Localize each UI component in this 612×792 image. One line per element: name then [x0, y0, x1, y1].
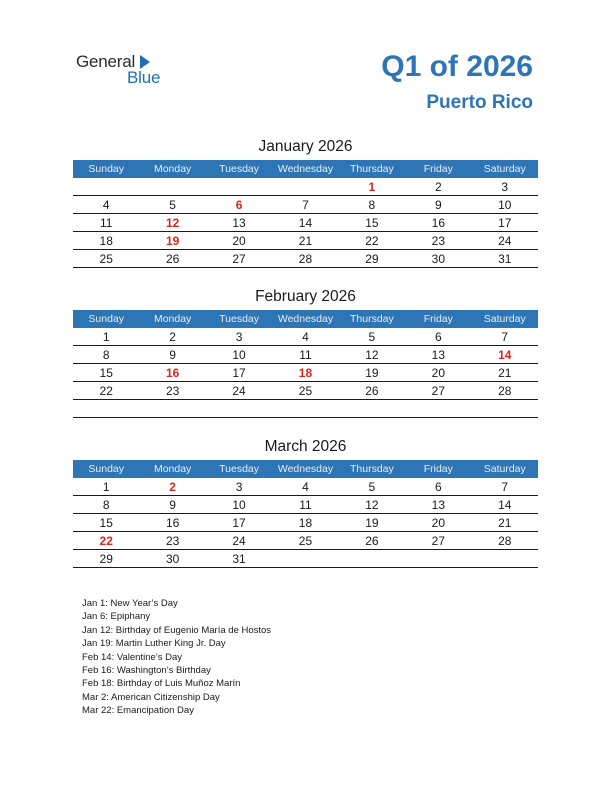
day-cell: 26 [339, 382, 405, 400]
holiday-note: Jan 19: Martin Luther King Jr. Day [82, 638, 226, 650]
day-cell: 15 [73, 514, 139, 532]
day-cell: 14 [472, 496, 538, 514]
weekday-header: Tuesday [206, 460, 272, 478]
day-cell [339, 550, 405, 568]
day-cell: 19 [139, 232, 205, 250]
weekday-header: Thursday [339, 310, 405, 328]
holiday-note: Jan 12: Birthday of Eugenio María de Hostos [82, 624, 272, 636]
holiday-note: Jan 1: New Year’s Day [82, 598, 178, 609]
week-row [73, 364, 538, 382]
weekday-header: Friday [405, 160, 471, 178]
week-row [73, 532, 538, 550]
day-cell: 6 [206, 196, 272, 214]
day-cell: 7 [272, 196, 338, 214]
day-cell [206, 178, 272, 196]
day-cell: 17 [206, 514, 272, 532]
day-cell: 30 [405, 250, 471, 268]
day-cell: 23 [139, 382, 205, 400]
day-cell [472, 400, 538, 418]
day-cell: 31 [472, 250, 538, 268]
weekday-header: Wednesday [272, 310, 338, 328]
day-cell: 12 [339, 496, 405, 514]
weekday-header: Monday [139, 460, 205, 478]
day-cell: 20 [405, 514, 471, 532]
week-row [73, 196, 538, 214]
day-cell: 22 [73, 382, 139, 400]
day-cell: 9 [405, 196, 471, 214]
day-cell: 8 [73, 496, 139, 514]
day-cell: 18 [272, 364, 338, 382]
day-cell: 28 [472, 532, 538, 550]
day-cell: 20 [405, 364, 471, 382]
day-cell: 2 [139, 328, 205, 346]
logo-triangle-icon [140, 55, 150, 69]
day-cell: 12 [139, 214, 205, 232]
generalblue-logo [76, 52, 176, 92]
weekday-header: Friday [405, 460, 471, 478]
day-cell: 7 [472, 478, 538, 496]
day-cell: 17 [472, 214, 538, 232]
day-cell: 1 [73, 478, 139, 496]
quarter-title: Q1 of 2026 [381, 50, 533, 83]
weekday-header: Monday [139, 160, 205, 178]
day-cell: 8 [73, 346, 139, 364]
day-cell: 11 [73, 214, 139, 232]
month-march [73, 436, 538, 568]
country-name: Puerto Rico [426, 92, 533, 113]
day-cell: 16 [139, 364, 205, 382]
holiday-list [82, 597, 271, 718]
day-cell [339, 400, 405, 418]
day-cell [272, 178, 338, 196]
weekday-header: Tuesday [206, 310, 272, 328]
day-cell: 13 [405, 346, 471, 364]
week-row [73, 250, 538, 268]
holiday-note: Feb 14: Valentine’s Day [82, 651, 182, 663]
day-cell [73, 400, 139, 418]
weekday-header: Wednesday [272, 160, 338, 178]
day-cell: 16 [139, 514, 205, 532]
day-cell: 10 [472, 196, 538, 214]
day-cell: 20 [206, 232, 272, 250]
month-title: January 2026 [258, 138, 353, 155]
day-cell: 10 [206, 496, 272, 514]
weekday-header: Sunday [73, 460, 139, 478]
day-cell: 12 [339, 346, 405, 364]
day-cell: 25 [272, 382, 338, 400]
day-cell: 27 [405, 532, 471, 550]
day-cell: 6 [405, 328, 471, 346]
day-cell [272, 550, 338, 568]
month-title: February 2026 [255, 288, 356, 305]
day-cell: 23 [139, 532, 205, 550]
calendar-grid [73, 160, 538, 268]
day-cell [405, 400, 471, 418]
week-row [73, 346, 538, 364]
day-cell: 19 [339, 364, 405, 382]
week-row [73, 478, 538, 496]
day-cell [472, 550, 538, 568]
day-cell: 29 [73, 550, 139, 568]
weekday-header: Thursday [339, 160, 405, 178]
day-cell: 17 [206, 364, 272, 382]
weekday-header: Tuesday [206, 160, 272, 178]
day-cell: 5 [339, 478, 405, 496]
day-cell: 24 [206, 382, 272, 400]
week-row [73, 382, 538, 400]
week-row [73, 400, 538, 418]
day-cell: 25 [73, 250, 139, 268]
week-row [73, 214, 538, 232]
day-cell: 21 [472, 364, 538, 382]
month-january [73, 136, 538, 268]
weekday-header: Thursday [339, 460, 405, 478]
day-cell: 21 [472, 514, 538, 532]
day-cell: 14 [272, 214, 338, 232]
day-cell: 6 [405, 478, 471, 496]
day-cell: 16 [405, 214, 471, 232]
holiday-note: Jan 6: Epiphany [82, 611, 151, 623]
logo-general-text: General [76, 52, 136, 71]
weekday-header: Saturday [472, 310, 538, 328]
day-cell: 13 [206, 214, 272, 232]
day-cell: 25 [272, 532, 338, 550]
day-cell: 8 [339, 196, 405, 214]
weekday-header: Sunday [73, 310, 139, 328]
day-cell: 9 [139, 496, 205, 514]
day-cell: 28 [472, 382, 538, 400]
week-row [73, 232, 538, 250]
day-cell: 1 [339, 178, 405, 196]
day-cell [272, 400, 338, 418]
day-cell: 27 [206, 250, 272, 268]
day-cell [73, 178, 139, 196]
day-cell: 11 [272, 346, 338, 364]
day-cell [206, 400, 272, 418]
weekday-header: Friday [405, 310, 471, 328]
day-cell: 22 [73, 532, 139, 550]
day-cell: 30 [139, 550, 205, 568]
day-cell: 21 [272, 232, 338, 250]
day-cell: 5 [139, 196, 205, 214]
day-cell: 9 [139, 346, 205, 364]
day-cell [139, 400, 205, 418]
day-cell: 4 [73, 196, 139, 214]
weekday-header: Saturday [472, 160, 538, 178]
day-cell: 4 [272, 328, 338, 346]
day-cell: 26 [139, 250, 205, 268]
week-row [73, 178, 538, 196]
day-cell: 11 [272, 496, 338, 514]
day-cell [139, 178, 205, 196]
day-cell: 7 [472, 328, 538, 346]
day-cell: 19 [339, 514, 405, 532]
day-cell: 3 [472, 178, 538, 196]
week-row [73, 514, 538, 532]
holiday-note: Feb 18: Birthday of Luis Muñoz Marín [82, 678, 241, 690]
holiday-note: Feb 16: Washington’s Birthday [82, 665, 211, 677]
week-row [73, 496, 538, 514]
logo-blue-text: Blue [127, 68, 161, 87]
day-cell: 2 [405, 178, 471, 196]
day-cell: 10 [206, 346, 272, 364]
weekday-header: Saturday [472, 460, 538, 478]
day-cell: 26 [339, 532, 405, 550]
day-cell: 18 [272, 514, 338, 532]
day-cell: 15 [339, 214, 405, 232]
weekday-header: Sunday [73, 160, 139, 178]
calendar-grid [73, 310, 538, 418]
holiday-note: Mar 22: Emancipation Day [82, 705, 194, 717]
day-cell: 31 [206, 550, 272, 568]
day-cell: 3 [206, 328, 272, 346]
day-cell: 4 [272, 478, 338, 496]
day-cell: 28 [272, 250, 338, 268]
day-cell: 14 [472, 346, 538, 364]
weekday-header: Wednesday [272, 460, 338, 478]
day-cell: 24 [206, 532, 272, 550]
calendar-grid [73, 460, 538, 568]
day-cell: 29 [339, 250, 405, 268]
month-title: March 2026 [264, 438, 347, 455]
week-row [73, 328, 538, 346]
weekday-header: Monday [139, 310, 205, 328]
holiday-note: Mar 2: American Citizenship Day [82, 691, 220, 703]
day-cell: 13 [405, 496, 471, 514]
month-february [73, 286, 538, 418]
day-cell: 3 [206, 478, 272, 496]
day-cell: 1 [73, 328, 139, 346]
day-cell: 18 [73, 232, 139, 250]
day-cell: 5 [339, 328, 405, 346]
day-cell: 2 [139, 478, 205, 496]
week-row [73, 550, 538, 568]
day-cell [405, 550, 471, 568]
day-cell: 24 [472, 232, 538, 250]
day-cell: 15 [73, 364, 139, 382]
day-cell: 22 [339, 232, 405, 250]
day-cell: 23 [405, 232, 471, 250]
day-cell: 27 [405, 382, 471, 400]
